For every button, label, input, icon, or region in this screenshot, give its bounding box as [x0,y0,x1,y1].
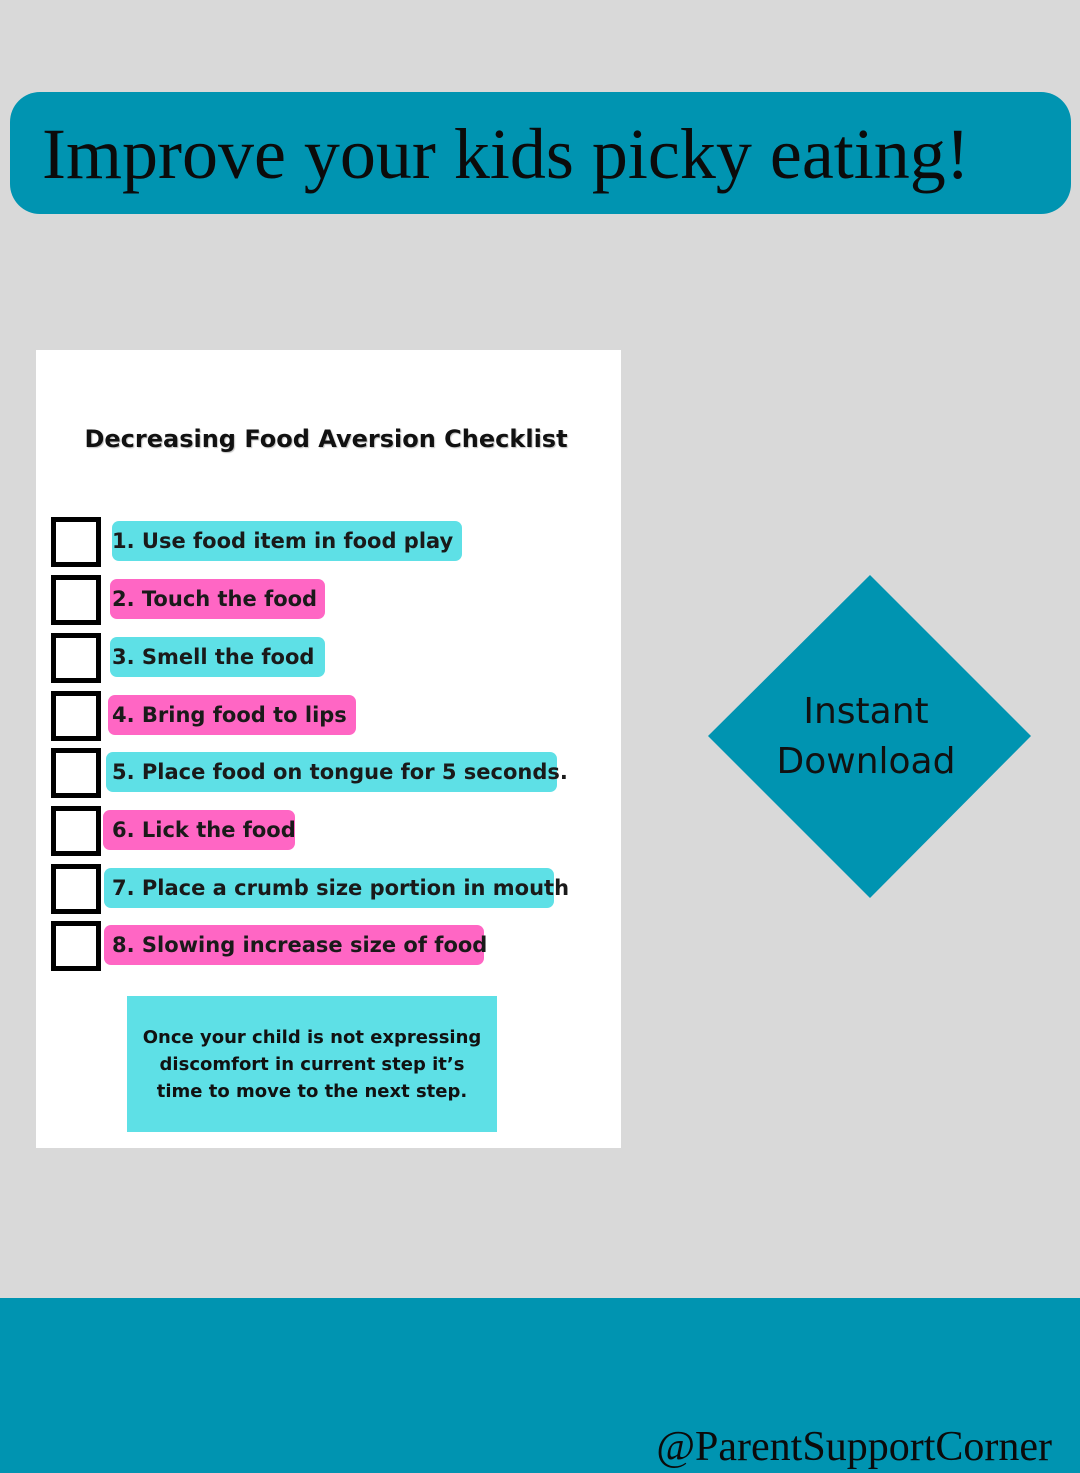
badge-label [708,687,1024,787]
checkbox[interactable] [51,806,101,856]
note-text: Once your child is not expressing discomfort in current step it’s time to move to the next step. [142,1026,482,1102]
badge-line-2: Download [776,741,956,782]
step-label: 4. Bring food to lips [112,703,347,727]
checkbox[interactable] [51,921,101,971]
banner-title: Improve your kids picky eating! [42,114,970,194]
checklist-sheet [36,350,621,1148]
checklist-item [36,806,621,854]
checklist-item [36,748,621,796]
instant-download-badge [708,575,1031,898]
checkbox[interactable] [51,575,101,625]
checklist-title: Decreasing Food Aversion Checklist [84,425,568,453]
badge-line-1: Instant [803,691,929,732]
step-label: 8. Slowing increase size of food [112,933,488,957]
checkbox[interactable] [51,633,101,683]
step-label-highlight [104,925,488,965]
step-label: 7. Place a crumb size portion in mouth [112,876,570,900]
checkbox[interactable] [51,691,101,741]
step-label-highlight [104,868,570,908]
checklist-item [36,921,621,969]
step-label: 2. Touch the food [112,587,318,611]
checklist-item [36,633,621,681]
step-label: 5. Place food on tongue for 5 seconds. [112,760,568,784]
step-label-highlight [108,695,356,735]
step-label-highlight [110,637,325,677]
social-handle: @ParentSupportCorner [656,1424,1052,1470]
step-label-highlight [106,752,568,792]
checkbox[interactable] [51,864,101,914]
step-label: 1. Use food item in food play [112,529,454,553]
step-label: 6. Lick the food [112,818,296,842]
checklist-item [36,517,621,565]
checklist-item [36,864,621,912]
checkbox[interactable] [51,517,101,567]
checklist-item [36,575,621,623]
note-box [127,996,497,1132]
title-banner [10,92,1071,214]
step-label-highlight [110,579,325,619]
step-label-highlight [103,810,295,850]
checkbox[interactable] [51,748,101,798]
step-label-highlight [112,521,462,561]
step-label: 3. Smell the food [112,645,315,669]
footer-band [0,1298,1080,1473]
checklist-item [36,691,621,739]
